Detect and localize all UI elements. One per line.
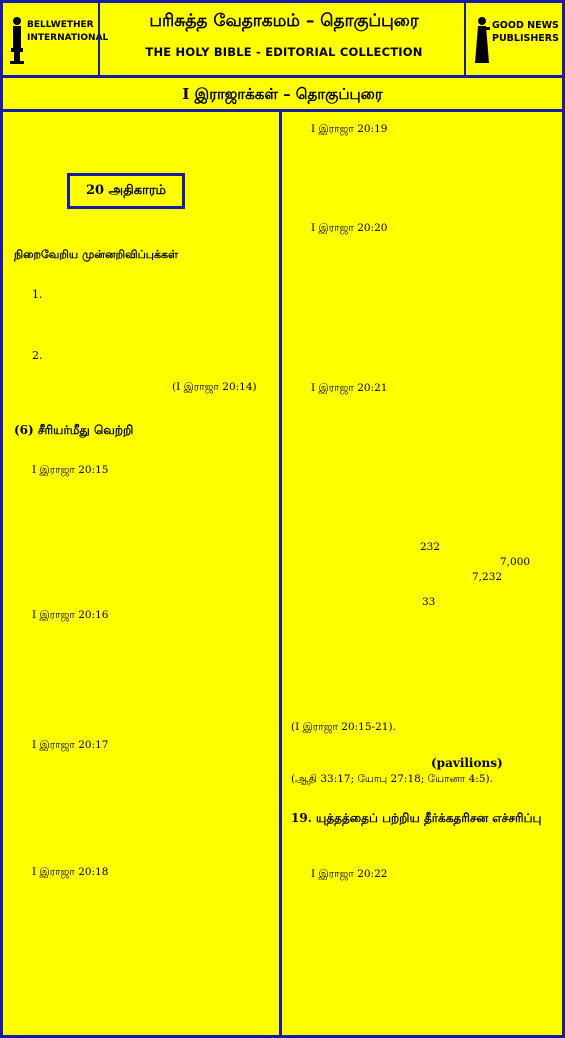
title-cell <box>98 3 466 76</box>
section-heading-warning: 19. யுத்தத்தைப் பற்றிய தீர்க்கதரிசன எச்சரிப்பு <box>291 811 542 825</box>
number-figure: 7,000 <box>500 556 531 568</box>
verse-reference: I இராஜா 20:19 <box>311 123 388 135</box>
right-logo-line1: GOOD NEWS <box>492 20 559 31</box>
left-logo-cell <box>3 3 109 76</box>
right-logo-cell <box>468 3 562 76</box>
verse-reference: I இராஜா 20:15 <box>32 464 109 476</box>
english-title: THE HOLY BIBLE - EDITORIAL COLLECTION <box>145 45 423 59</box>
number-figure: 33 <box>422 596 436 608</box>
number-figure: 7,232 <box>472 571 503 583</box>
verse-reference: (I இராஜா 20:14) <box>172 381 257 393</box>
bellwether-logo <box>9 11 109 69</box>
verse-reference: I இராஜா 20:20 <box>311 222 388 234</box>
column-divider <box>279 112 282 1035</box>
tamil-title: பரிசுத்த வேதாகமம் – தொகுப்புரை <box>149 11 419 31</box>
chapter-box: 20 அதிகாரம் <box>67 173 185 209</box>
left-logo-line1: BELLWETHER <box>27 20 94 30</box>
number-figure: 232 <box>420 541 441 553</box>
right-logo-line2: PUBLISHERS <box>492 33 559 44</box>
good-news-logo <box>474 11 559 69</box>
good-news-herald-icon <box>474 15 490 65</box>
bellwether-figure-icon <box>9 15 25 65</box>
header-divider <box>3 75 562 78</box>
verse-reference: (ஆதி 33:17; யோபு 27:18; யோனா 4:5). <box>291 773 493 785</box>
verse-reference: I இராஜா 20:21 <box>311 382 388 394</box>
list-item-number: 1. <box>32 288 43 301</box>
verse-reference: I இராஜா 20:17 <box>32 739 109 751</box>
section-heading-victory: (6) சீரியர்மீது வெற்றி <box>14 423 134 437</box>
verse-reference: (I இராஜா 20:15-21). <box>291 721 396 733</box>
section-heading-prophecies: நிறைவேறிய முன்னறிவிப்புக்கள் <box>14 248 178 261</box>
list-item-number: 2. <box>32 349 43 362</box>
pavilions-term: (pavilions) <box>431 756 503 770</box>
book-title: I இராஜாக்கள் – தொகுப்புரை <box>182 85 383 103</box>
left-logo-line2: INTERNATIONAL <box>27 33 109 43</box>
verse-reference: I இராஜா 20:18 <box>32 866 109 878</box>
verse-reference: I இராஜா 20:22 <box>311 868 388 880</box>
title-divider <box>3 109 562 112</box>
verse-reference: I இராஜா 20:16 <box>32 609 109 621</box>
